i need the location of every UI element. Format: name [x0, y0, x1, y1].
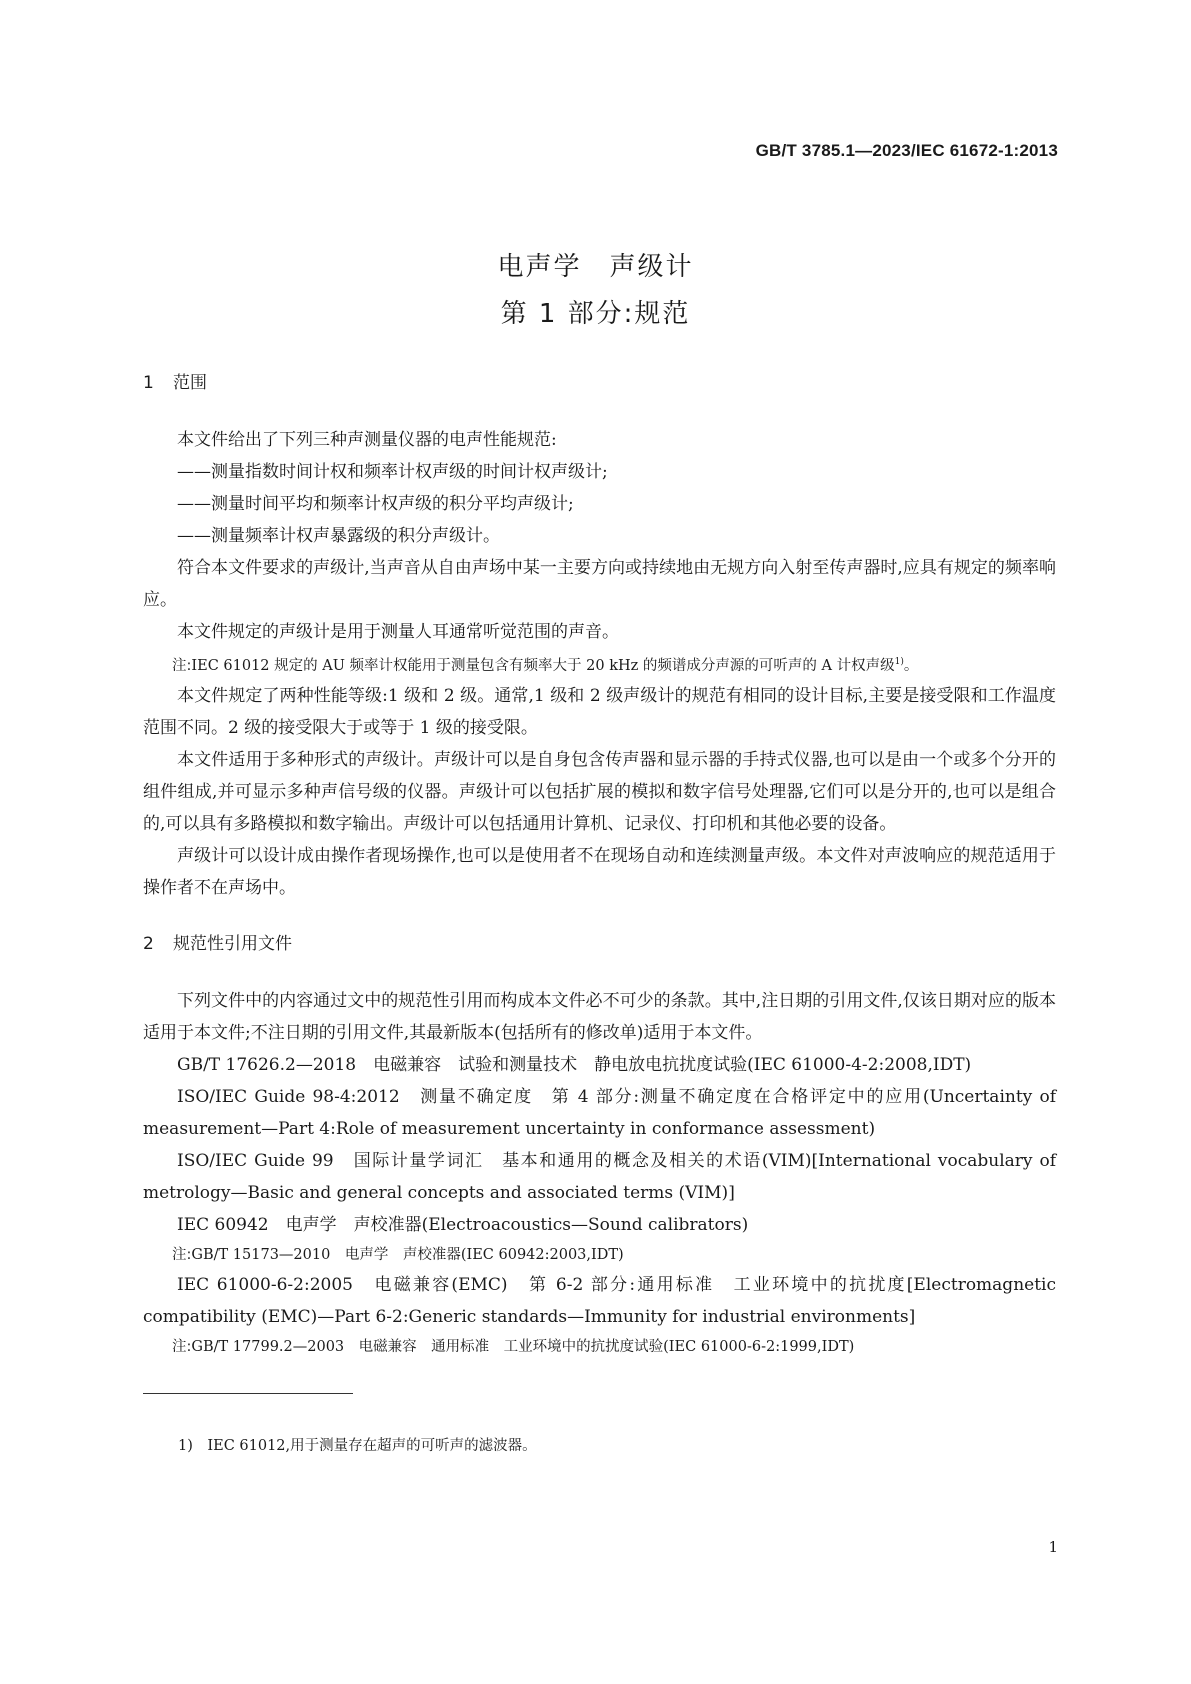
note-text: GB/T 15173—2010 电声学 声校准器(IEC 60942:2003,IDT): [191, 1247, 624, 1263]
note-label: 注:: [172, 657, 192, 674]
section-1-number: 1: [143, 373, 154, 393]
section-2-number: 2: [143, 934, 154, 954]
note-label: 注:: [172, 1339, 192, 1355]
footnote-separator: [143, 1393, 353, 1394]
footnote: [178, 1434, 537, 1455]
footnote-reference: 1): [894, 657, 904, 667]
note-label: 注:: [172, 1247, 192, 1263]
page-number: 1: [1048, 1538, 1058, 1556]
document-number-header: GB/T 3785.1—2023/IEC 61672-1:2013: [755, 141, 1058, 160]
title-line-2: 第 1 部分:规范: [500, 299, 691, 329]
paragraph: 本文件适用于多种形式的声级计。声级计可以是自身包含传声器和显示器的手持式仪器,也可以是由一个或多个分开的组件组成,并可显示多种声信号级的仪器。声级计可以包括扩展的模拟和数字信号处理器,它们可以是分开的,也可以是组合的,可以具有多路模拟和数字输出。声级计可以包括通用计算机、记录仪、打印机和其他必要的设备。: [143, 749, 1056, 834]
note-end: 。: [903, 657, 919, 674]
title-line-1: 电声学 声级计: [497, 252, 694, 282]
paragraph: 下列文件中的内容通过文中的规范性引用而构成本文件必不可少的条款。其中,注日期的引用文件,仅该日期对应的版本适用于本文件;不注日期的引用文件,其最新版本(包括所有的修改单)适用于本文件。: [143, 991, 1056, 1043]
list-item: ——测量时间平均和频率计权声级的积分平均声级计;: [177, 494, 574, 514]
note: [143, 1333, 1056, 1361]
section-2-title: 规范性引用文件: [173, 934, 292, 954]
note-text: GB/T 17799.2—2003 电磁兼容 通用标准 工业环境中的抗扰度试验(IEC 61000-6-2:1999,IDT): [191, 1339, 855, 1355]
paragraph: 本文件规定的声级计是用于测量人耳通常听觉范围的声音。: [177, 622, 619, 642]
section-1-body: [143, 424, 1056, 904]
reference-item: ISO/IEC Guide 98-4:2012 测量不确定度 第 4 部分:测量不确定度在合格评定中的应用(Uncertainty of measurement—Part 4:Role of measurement uncertainty in conformance assessment): [143, 1087, 1056, 1139]
note: [143, 648, 1056, 680]
reference-item: IEC 61000-6-2:2005 电磁兼容(EMC) 第 6-2 部分:通用标准 工业环境中的抗扰度[Electromagnetic compatibility (EMC)—Part 6-2:Generic standards—Immunity for industrial environments]: [143, 1275, 1056, 1327]
reference-item: GB/T 17626.2—2018 电磁兼容 试验和测量技术 静电放电抗扰度试验(IEC 61000-4-2:2008,IDT): [177, 1055, 972, 1075]
section-1-heading: [143, 368, 207, 393]
section-1-intro: 本文件给出了下列三种声测量仪器的电声性能规范:: [177, 430, 557, 450]
section-2-body: [143, 985, 1056, 1361]
list-item: ——测量指数时间计权和频率计权声级的时间计权声级计;: [177, 462, 608, 482]
section-2-heading: [143, 929, 292, 954]
reference-item: ISO/IEC Guide 99 国际计量学词汇 基本和通用的概念及相关的术语(VIM)[International vocabulary of metrology—Basic and general concepts and associated terms (VIM)]: [143, 1151, 1056, 1203]
reference-item: IEC 60942 电声学 声校准器(Electroacoustics—Sound calibrators): [177, 1215, 749, 1235]
paragraph: 声级计可以设计成由操作者现场操作,也可以是使用者不在现场自动和连续测量声级。本文件对声波响应的规范适用于操作者不在声场中。: [143, 845, 1056, 898]
paragraph: 符合本文件要求的声级计,当声音从自由声场中某一主要方向或持续地由无规方向入射至传声器时,应具有规定的频率响应。: [143, 558, 1056, 610]
footnote-text: IEC 61012,用于测量存在超声的可听声的滤波器。: [207, 1438, 537, 1454]
list-item: ——测量频率计权声暴露级的积分声级计。: [177, 526, 500, 546]
note: [143, 1241, 1056, 1269]
section-1-title: 范围: [173, 373, 207, 393]
footnote-mark: 1): [178, 1438, 193, 1454]
note-text: IEC 61012 规定的 AU 频率计权能用于测量包含有频率大于 20 kHz 的频谱成分声源的可听声的 A 计权声级: [191, 657, 895, 674]
paragraph: 本文件规定了两种性能等级:1 级和 2 级。通常,1 级和 2 级声级计的规范有相同的设计目标,主要是接受限和工作温度范围不同。2 级的接受限大于或等于 1 级的接受限。: [143, 685, 1056, 738]
